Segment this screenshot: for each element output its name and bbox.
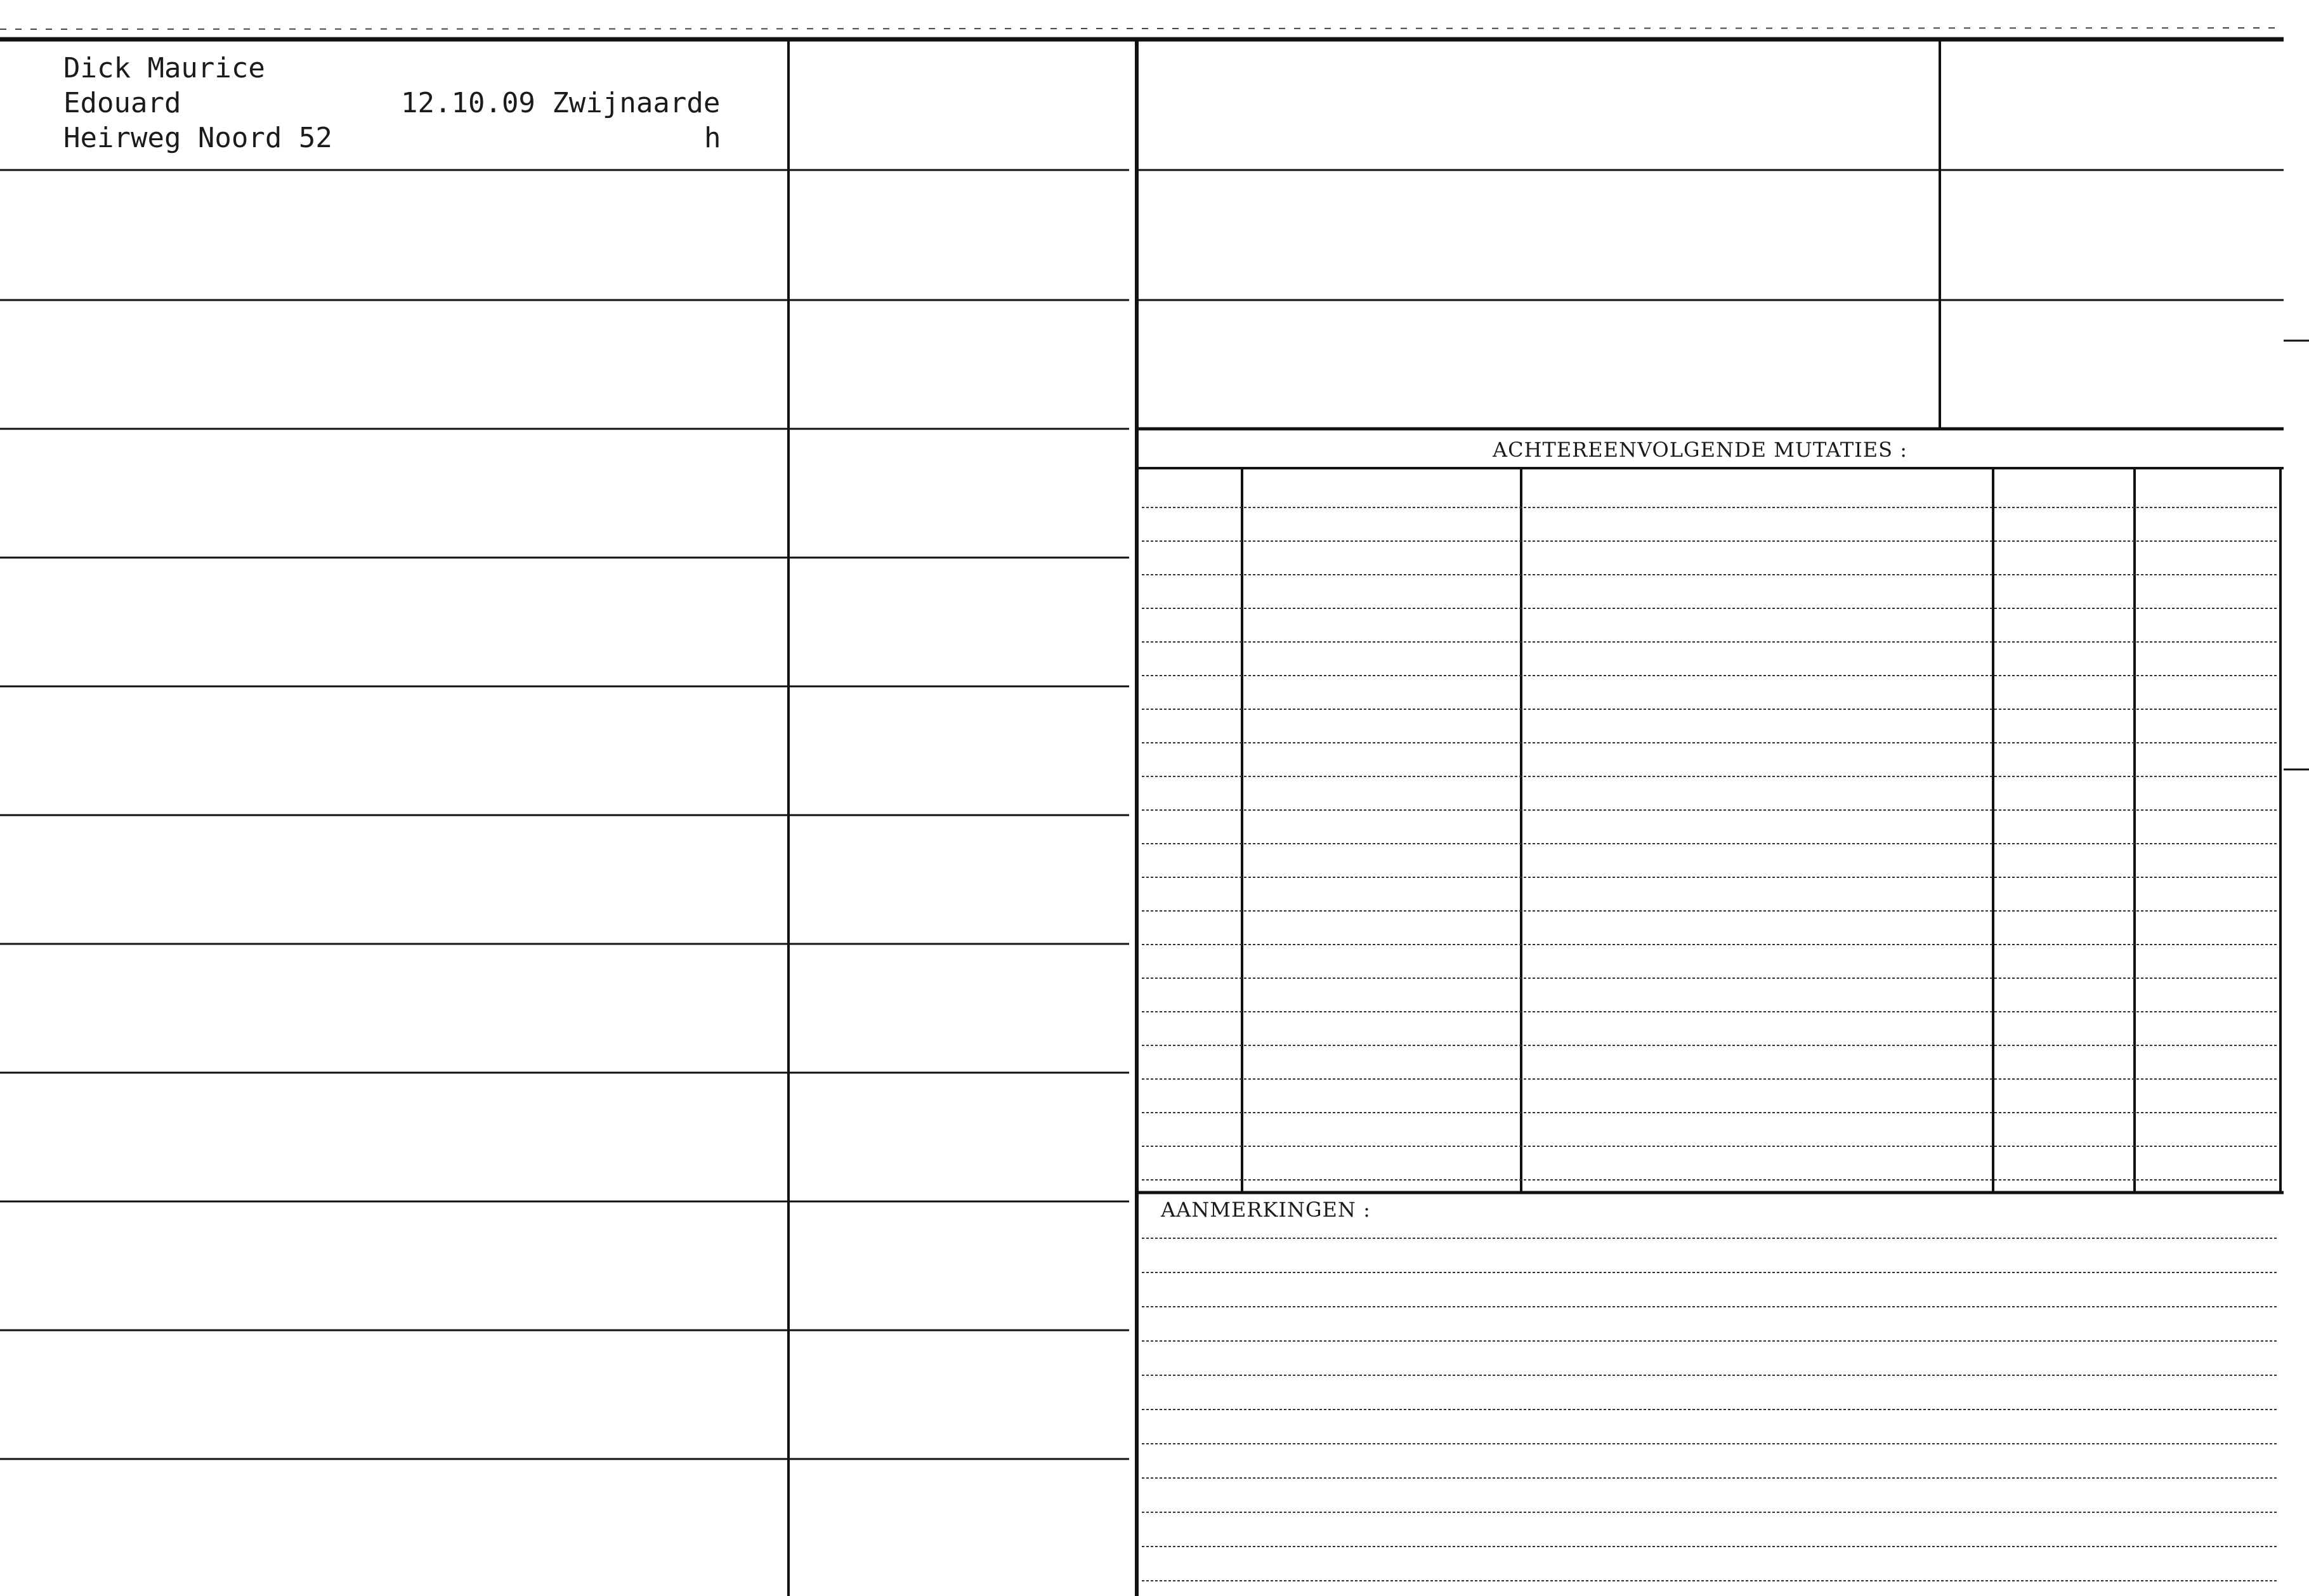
right-upper-rules — [1137, 170, 2284, 429]
address-line: Heirweg Noord 52 — [63, 122, 332, 154]
top-edge-dots — [0, 28, 2284, 29]
mutations-column-dividers — [1242, 468, 2280, 1193]
mutations-dotted-lines — [1142, 507, 2277, 1180]
left-row-rules — [0, 170, 1129, 1459]
status-marker: h — [704, 122, 721, 154]
name-line: Dick Maurice — [63, 52, 265, 84]
remarks-dotted-lines — [1142, 1238, 2277, 1581]
birth-date-place: 12.10.09 Zwijnaarde — [401, 87, 721, 119]
remarks-heading: AANMERKINGEN : — [1161, 1198, 1371, 1222]
given-name-line: Edouard — [63, 87, 181, 119]
mutations-heading: ACHTEREENVOLGENDE MUTATIES : — [1492, 438, 1908, 462]
